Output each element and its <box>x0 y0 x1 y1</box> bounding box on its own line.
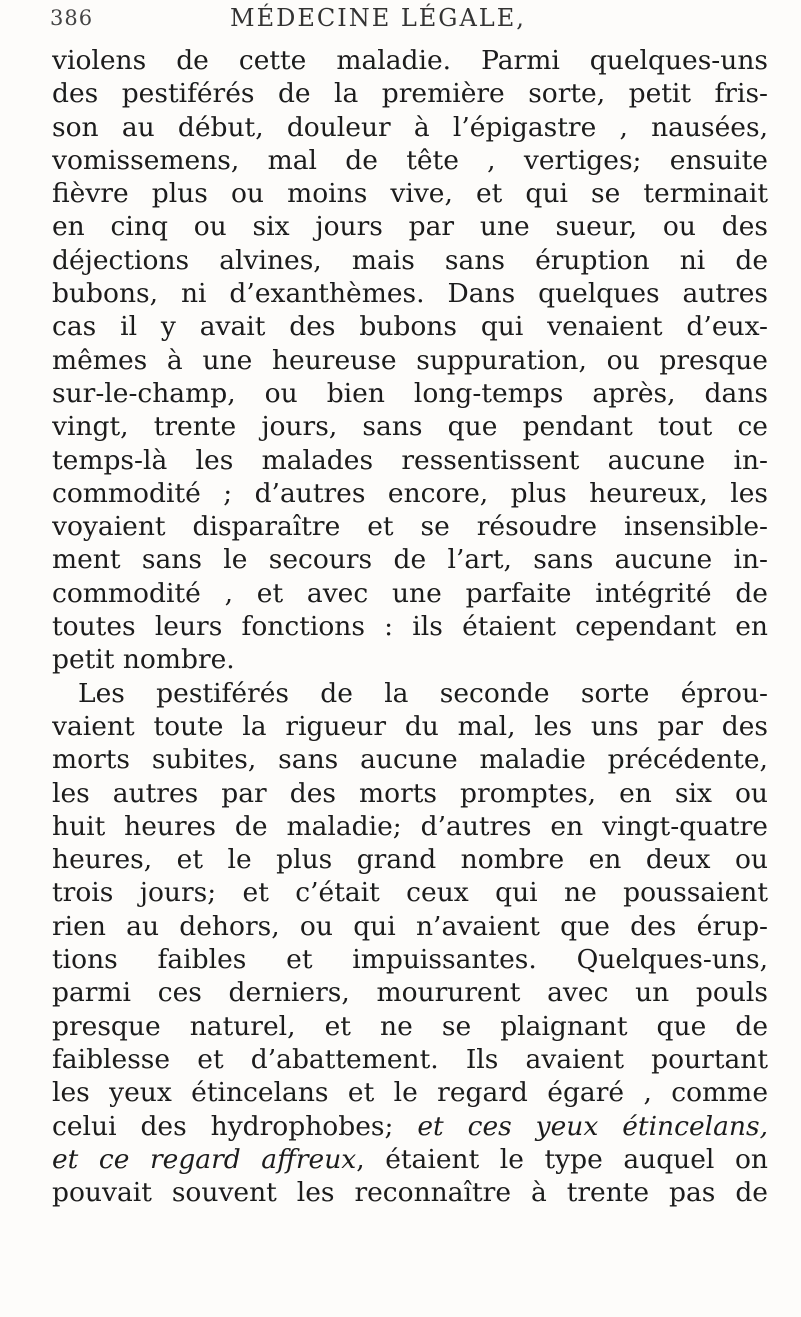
text-line: mêmes à une heureuse suppuration, ou presque <box>52 344 768 376</box>
running-head <box>50 4 770 44</box>
text-line: vomissemens, mal de tête , vertiges; ensuite <box>52 144 768 176</box>
text-line: ment sans le secours de l’art, sans aucune in- <box>52 544 768 576</box>
text-line: bubons, ni d’exanthèmes. Dans quelques autres <box>52 278 768 310</box>
text-line: sur-le-champ, ou bien long-temps après, dans <box>52 377 768 409</box>
text-line: des pestiférés de la première sorte, petit fris- <box>52 78 768 110</box>
text-line: commodité , et avec une parfaite intégrité de <box>52 577 768 609</box>
text-line: déjections alvines, mais sans éruption ni de <box>52 244 768 276</box>
text-line: Les pestiférés de la seconde sorte éprou- <box>78 677 768 709</box>
text-line: heures, et le plus grand nombre en deux ou <box>52 844 768 876</box>
text-line: vaient toute la rigueur du mal, les uns par des <box>52 710 768 742</box>
text-line: trois jours; et c’était ceux qui ne poussaient <box>52 877 768 909</box>
text-segment: , étaient le type auquel on <box>356 1143 768 1175</box>
text-line: huit heures de maladie; d’autres en vingt-quatre <box>52 810 768 842</box>
italic-segment: et ce regard affreux <box>52 1143 357 1175</box>
text-line: temps-là les malades ressentissent aucune in- <box>52 444 768 476</box>
body-text <box>52 44 768 1209</box>
text-line: parmi ces derniers, moururent avec un pouls <box>52 977 768 1009</box>
text-line: pouvait souvent les reconnaître à trente pas de <box>52 1177 768 1209</box>
running-head-title: MÉDECINE LÉGALE, <box>230 4 526 32</box>
page-number: 386 <box>50 6 94 30</box>
italic-segment: et ces yeux étincelans, <box>417 1110 768 1142</box>
text-line: petit nombre. <box>52 644 235 676</box>
text-line: fièvre plus ou moins vive, et qui se terminait <box>52 178 768 210</box>
text-line: tions faibles et impuissantes. Quelques-uns, <box>52 944 768 976</box>
text-line: en cinq ou six jours par une sueur, ou des <box>52 211 768 243</box>
text-line: cas il y avait des bubons qui venaient d’eux- <box>52 311 768 343</box>
text-line: toutes leurs fonctions : ils étaient cependant en <box>52 611 768 643</box>
text-line: les yeux étincelans et le regard égaré , comme <box>52 1077 768 1109</box>
text-line: les autres par des morts promptes, en six ou <box>52 777 768 809</box>
text-line: son au début, douleur à l’épigastre , nausées, <box>52 111 768 143</box>
text-segment: celui des hydrophobes; <box>52 1110 418 1142</box>
text-line-mixed <box>52 1143 768 1176</box>
text-line: rien au dehors, ou qui n’avaient que des érup- <box>52 910 768 942</box>
text-line: presque naturel, et ne se plaignant que de <box>52 1010 768 1042</box>
text-line: voyaient disparaître et se résoudre insensible- <box>52 511 768 543</box>
text-line: violens de cette maladie. Parmi quelques-uns <box>52 45 768 76</box>
text-line: commodité ; d’autres encore, plus heureux, les <box>52 477 768 509</box>
text-line: vingt, trente jours, sans que pendant tout ce <box>52 411 768 443</box>
text-line-mixed <box>52 1110 768 1143</box>
text-line: faiblesse et d’abattement. Ils avaient pourtant <box>52 1043 768 1075</box>
text-line: morts subites, sans aucune maladie précédente, <box>52 744 768 776</box>
